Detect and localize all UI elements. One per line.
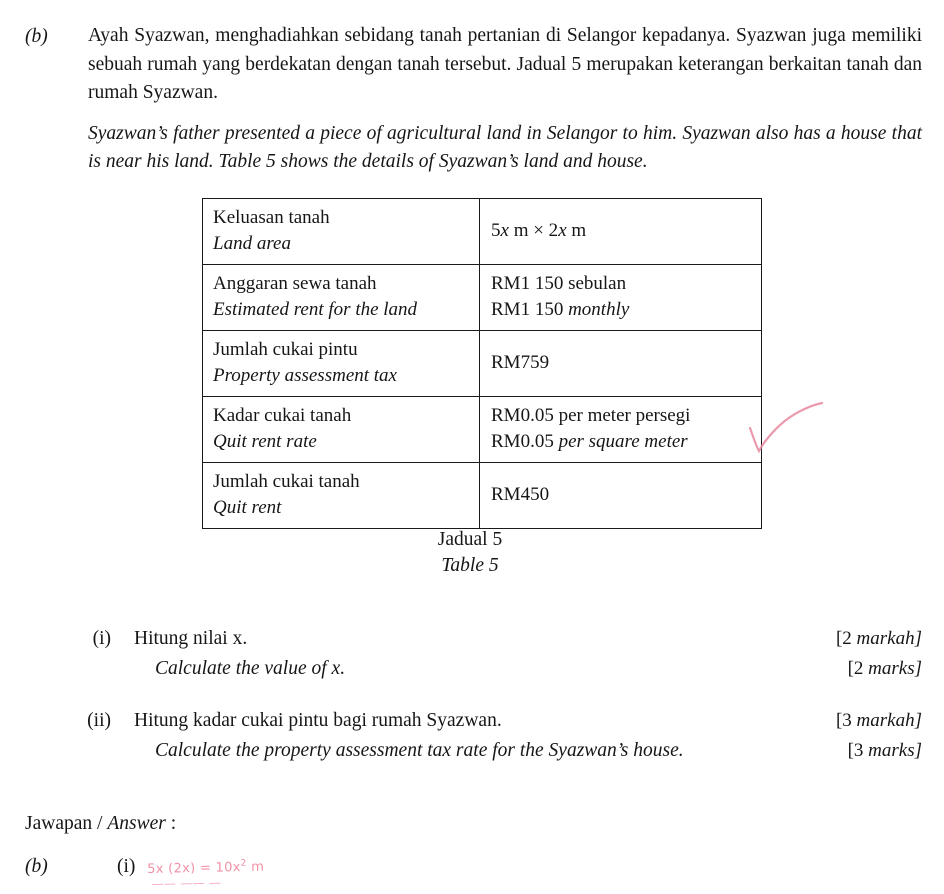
sub-question-number: (ii): [87, 710, 111, 731]
answer-row-b-i: [0, 856, 944, 892]
table-cell-value: [480, 265, 762, 331]
value-period: monthly: [568, 299, 630, 320]
question-part-label: [0, 22, 88, 51]
value-malay: RM759: [491, 352, 550, 373]
sub-questions-list: [0, 624, 944, 788]
label-english: Estimated rent for the land: [213, 299, 418, 320]
label-malay: Anggaran sewa tanah: [213, 273, 377, 294]
handwritten-expression: 5x (2x) = 10x: [147, 860, 242, 878]
label-malay: Jumlah cukai pintu: [213, 339, 358, 360]
handwritten-answer: [147, 857, 265, 893]
label-english: Quit rent: [213, 497, 282, 518]
sub-question-text-malay: Hitung nilai x.: [134, 628, 248, 649]
answer-part-label: (b): [25, 856, 48, 877]
label-malay: Kadar cukai tanah: [213, 405, 352, 426]
handwritten-unit: m: [246, 859, 265, 876]
table-cell-value: [480, 463, 762, 529]
value-land-area: [491, 218, 761, 244]
sub-question-text-english: Calculate the value of x.: [155, 658, 346, 679]
answer-heading: [25, 813, 176, 835]
marks-word: marks]: [868, 658, 922, 679]
value-variable-1: x: [500, 220, 509, 241]
table-row: [203, 199, 762, 265]
table-cell-value: [480, 331, 762, 397]
value-amount: RM1 150: [491, 299, 569, 320]
label-malay: Jumlah cukai tanah: [213, 471, 360, 492]
value-prefix: 5: [491, 220, 501, 241]
value-amount: RM0.05: [491, 431, 559, 452]
caption-english: Table 5: [441, 555, 499, 576]
question-intro-block: [0, 22, 944, 177]
answer-item-number: (i): [117, 856, 136, 877]
marks-count: [3: [835, 710, 857, 731]
value-suffix: m: [566, 220, 587, 241]
marks-word: marks]: [868, 740, 922, 761]
label-english: Quit rent rate: [213, 431, 317, 452]
value-malay: RM1 150 sebulan: [491, 273, 627, 294]
details-table: [202, 198, 762, 529]
sub-question-number: (i): [92, 628, 111, 649]
answer-heading-colon: :: [165, 813, 177, 834]
value-mid: m × 2: [508, 220, 559, 241]
sub-question-i: [0, 624, 944, 684]
label-english: Property assessment tax: [213, 365, 397, 386]
value-variable-2: x: [558, 220, 567, 241]
marks-malay: [812, 706, 944, 736]
question-intro-text: [88, 22, 944, 177]
table-row: [203, 331, 762, 397]
value-english: [491, 429, 761, 455]
marks-count: [2: [835, 628, 857, 649]
handwritten-line-2: —— —— —: [151, 875, 222, 892]
table-cell-label: [203, 199, 480, 265]
value-english: [491, 297, 761, 323]
table-cell-label: [203, 265, 480, 331]
question-text-english: Syazwan’s father presented a piece of agricultural land in Selangor to him. Syazwan also has a house that is near his land. Table 5 shows the details of Syazwan’s land and house.: [88, 122, 922, 172]
sub-question-ii: [0, 706, 944, 766]
table-cell-value: [480, 199, 762, 265]
table-cell-label: [203, 397, 480, 463]
handwritten-tick-icon: [742, 398, 828, 460]
caption-malay: Jadual 5: [437, 529, 503, 550]
marks-english: [812, 654, 944, 684]
marks-malay: [812, 624, 944, 654]
value-unit: per square meter: [558, 431, 688, 452]
handwritten-exponent: 2: [240, 858, 248, 870]
part-label-text: (b): [25, 26, 48, 47]
question-text-malay: Ayah Syazwan, menghadiahkan sebidang tanah pertanian di Selangor kepadanya. Syazwan juga memiliki sebuah rumah yang berdekatan dengan tanah tersebut. Jadual 5 merupakan keterangan berkaitan tanah dan rumah Syazwan.: [88, 25, 922, 103]
marks-english: [812, 736, 944, 766]
marks-count: [2: [847, 658, 869, 679]
marks-word: markah]: [856, 628, 922, 649]
value-malay: RM450: [491, 484, 550, 505]
answer-heading-english: Answer: [107, 813, 166, 834]
table-caption: [202, 527, 738, 579]
sub-question-text-english: Calculate the property assessment tax rate for the Syazwan’s house.: [155, 740, 684, 761]
table-cell-value: [480, 397, 762, 463]
table-row: [203, 463, 762, 529]
table-cell-label: [203, 331, 480, 397]
marks-count: [3: [847, 740, 869, 761]
table-cell-label: [203, 463, 480, 529]
sub-question-text-malay: Hitung kadar cukai pintu bagi rumah Syazwan.: [134, 710, 502, 731]
label-malay: Keluasan tanah: [213, 207, 330, 228]
value-malay: RM0.05 per meter persegi: [491, 405, 691, 426]
answer-heading-malay: Jawapan /: [25, 813, 108, 834]
marks-word: markah]: [856, 710, 922, 731]
table-row: [203, 265, 762, 331]
table-row: [203, 397, 762, 463]
label-english: Land area: [213, 233, 291, 254]
details-table-wrapper: [202, 198, 738, 529]
